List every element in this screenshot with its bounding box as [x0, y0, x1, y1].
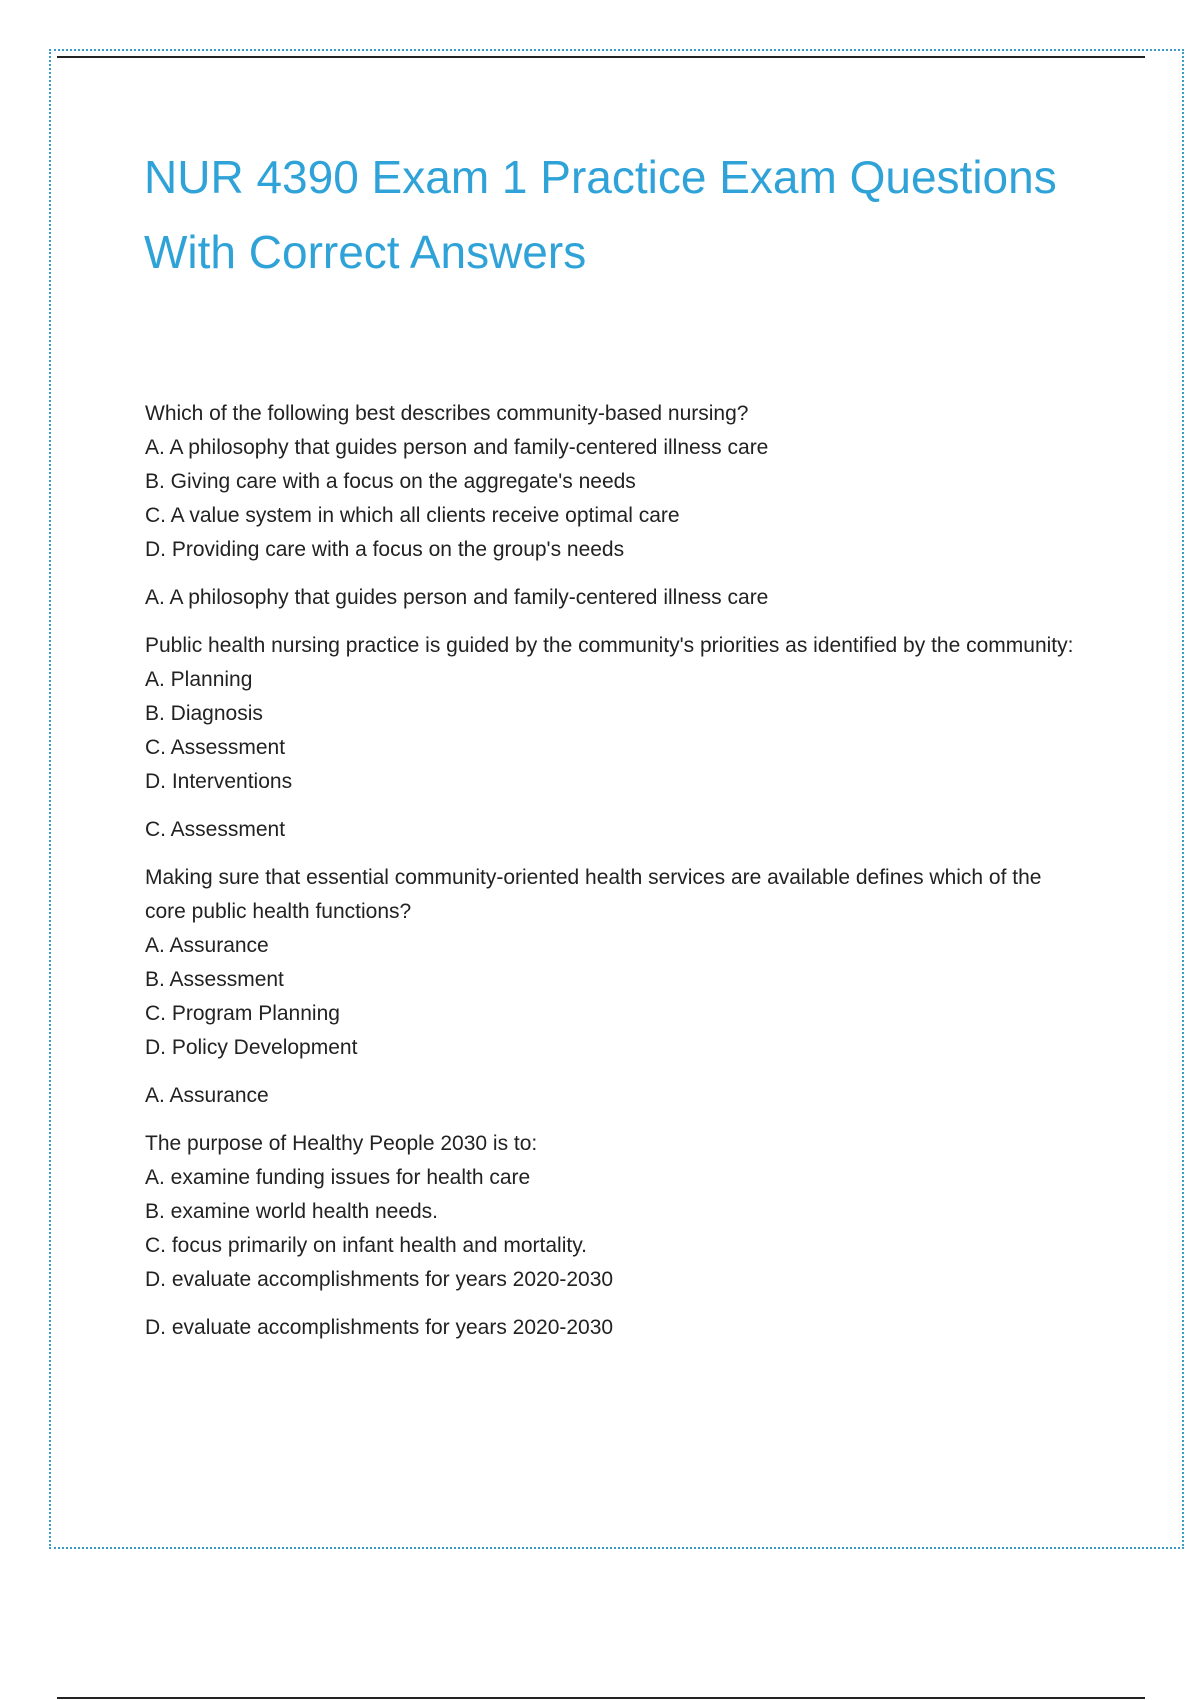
answer-option: B. Giving care with a focus on the aggregate's needs — [145, 470, 636, 493]
footer-rule — [57, 1697, 1145, 1699]
answer-option: C. Assessment — [145, 736, 286, 759]
answer-option: A. Planning — [145, 668, 253, 691]
answer-option: D. evaluate accomplishments for years 2020-2030 — [145, 1268, 614, 1291]
question-block — [145, 397, 1085, 615]
answer-option: B. examine world health needs. — [145, 1200, 439, 1223]
correct-answer: D. evaluate accomplishments for years 2020-2030 — [145, 1316, 614, 1339]
answer-option: A. examine funding issues for health care — [145, 1166, 531, 1189]
header-rule — [57, 56, 1145, 58]
question-text: The purpose of Healthy People 2030 is to: — [145, 1132, 538, 1155]
question-block — [145, 629, 1085, 847]
answer-option: B. Assessment — [145, 968, 284, 991]
question-block — [145, 1127, 1085, 1345]
answer-option: C. A value system in which all clients receive optimal care — [145, 504, 680, 527]
question-text: Public health nursing practice is guided by the community's priorities as identified by the community: — [145, 634, 1074, 657]
answer-option: D. Policy Development — [145, 1036, 358, 1059]
correct-answer: A. A philosophy that guides person and family-centered illness care — [145, 586, 769, 609]
answer-option: D. Providing care with a focus on the group's needs — [145, 538, 625, 561]
answer-option: A. A philosophy that guides person and family-centered illness care — [145, 436, 769, 459]
question-text: Making sure that essential community-oriented health services are available defines which of the core public health functions? — [145, 866, 1042, 923]
question-block — [145, 861, 1085, 1113]
correct-answer: A. Assurance — [145, 1084, 269, 1107]
question-list — [145, 397, 1085, 1359]
answer-option: D. Interventions — [145, 770, 293, 793]
document-title: NUR 4390 Exam 1 Practice Exam Questions With Correct Answers — [144, 151, 1057, 278]
question-text: Which of the following best describes community-based nursing? — [145, 402, 749, 425]
correct-answer: C. Assessment — [145, 818, 286, 841]
answer-option: B. Diagnosis — [145, 702, 263, 725]
answer-option: C. Program Planning — [145, 1002, 340, 1025]
answer-option: A. Assurance — [145, 934, 269, 957]
answer-option: C. focus primarily on infant health and mortality. — [145, 1234, 587, 1257]
